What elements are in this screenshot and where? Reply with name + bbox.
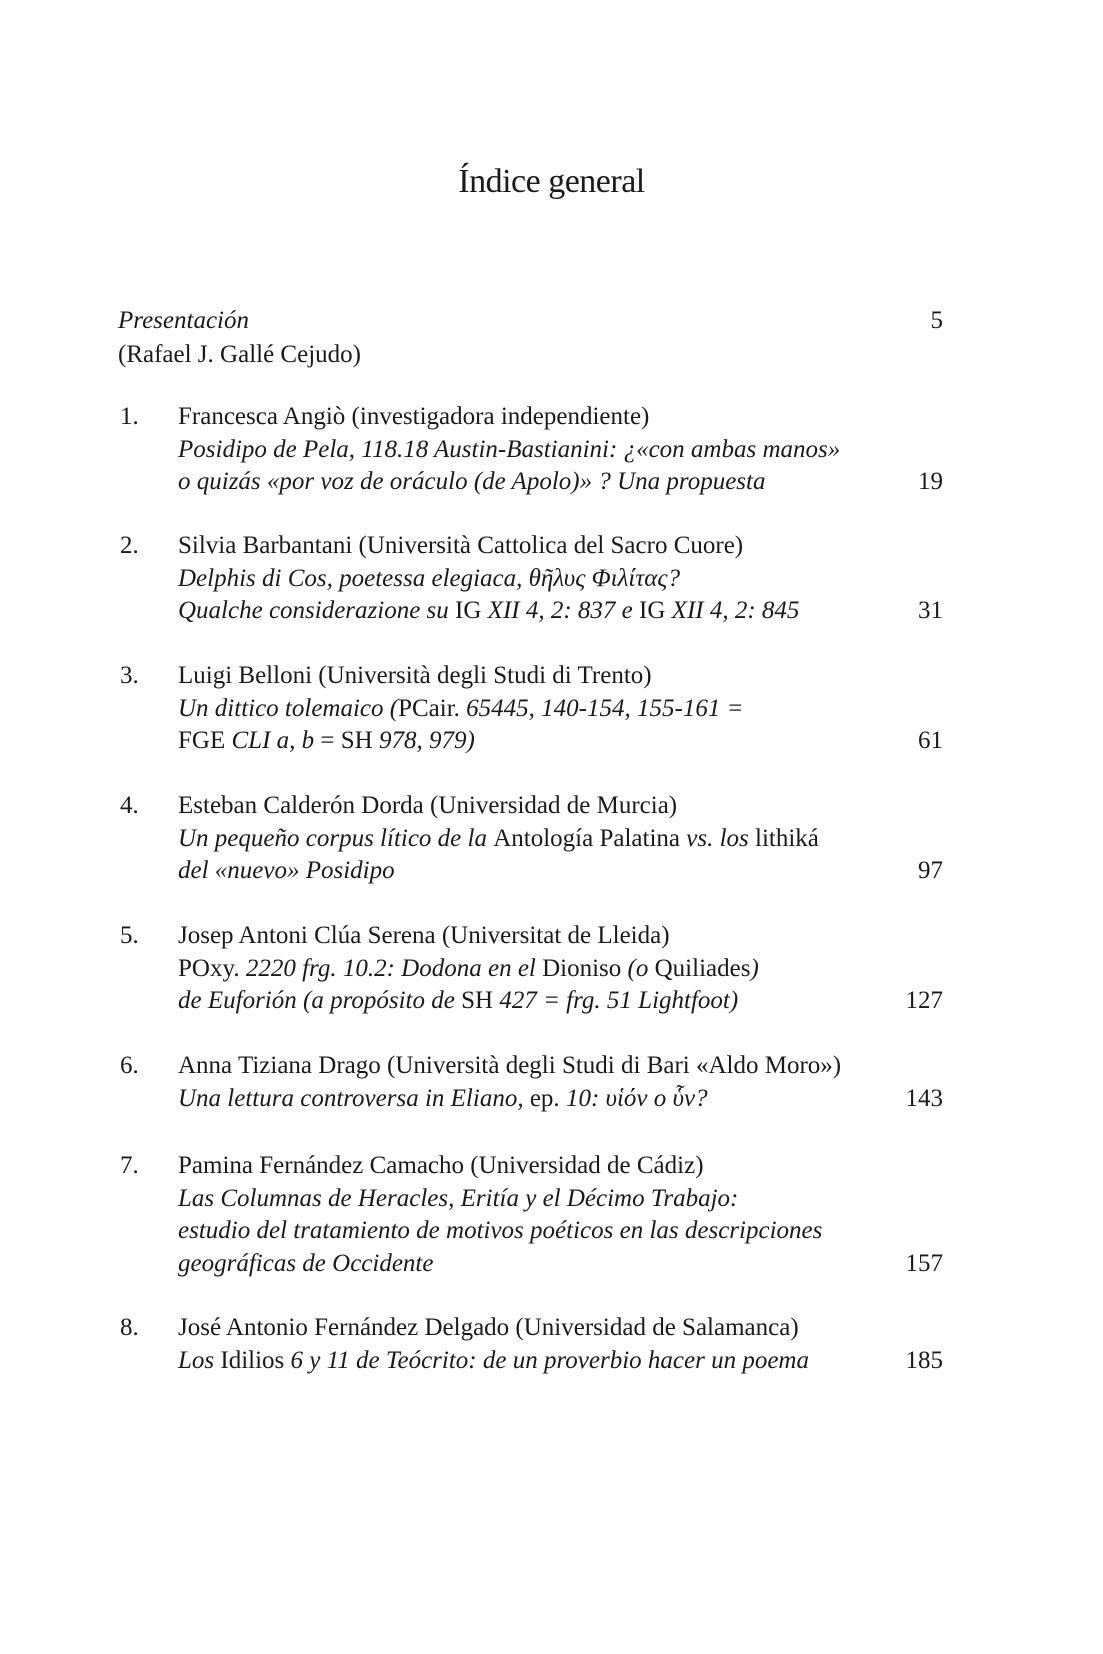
title-segment: Un dittico tolemaico ( [178, 694, 399, 722]
title-segment: estudio del tratamiento de motivos poéticos en las descripciones [178, 1217, 823, 1244]
title-segment: (o [621, 954, 655, 982]
entry-number: 6. [120, 1052, 139, 1079]
title-segment: ) [750, 954, 759, 982]
title-segment: vs. los [680, 824, 756, 852]
page-number: 127 [905, 987, 943, 1014]
entry-title-line [178, 1183, 738, 1216]
title-segment: lithiká [755, 824, 819, 852]
entry-title-line [178, 563, 680, 596]
entry-number: 5. [120, 922, 139, 949]
title-segment: Qualche considerazione su [178, 597, 456, 624]
entry-title-line [178, 693, 743, 726]
presentation-author: (Rafael J. Gallé Cejudo) [118, 341, 361, 368]
title-segment: Una lettura controversa in Eliano, [178, 1084, 530, 1112]
entry-title-line [178, 953, 759, 986]
title-segment: 978, 979) [378, 727, 475, 754]
title-segment: Delphis di Cos, poetessa elegiaca, θῆλυς Φιλίτας? [178, 564, 681, 592]
entry-number: 1. [120, 403, 139, 430]
title-segment: Idilios [220, 1346, 285, 1374]
title-segment: Posidipo de Pela, 118.18 Austin-Bastianini: ¿«con ambas manos» [178, 435, 841, 463]
entry-title-line [178, 855, 395, 888]
title-segment: = SH [314, 727, 379, 754]
title-segment: 65445, 140-154, 155-161 = [459, 694, 744, 722]
page-number: 19 [918, 468, 943, 495]
page-number: 31 [918, 597, 943, 624]
entry-title-line [178, 823, 819, 856]
entry-author: Josep Antoni Clúa Serena (Universitat de Lleida) [178, 922, 670, 949]
title-segment: Un pequeño corpus lítico de la [178, 824, 494, 852]
entry-title-line [178, 985, 738, 1018]
page-number: 185 [905, 1346, 943, 1374]
title-segment: de Euforión (a propósito de [178, 987, 462, 1014]
entry-author: Francesca Angiò (investigadora independiente) [178, 403, 650, 430]
page-number: 157 [905, 1249, 943, 1277]
entry-number: 8. [120, 1314, 139, 1341]
presentation-title: Presentación [118, 307, 249, 334]
title-segment: Las Columnas de Heracles, Eritía y el Décimo Trabajo: [178, 1184, 739, 1212]
entry-title-line [178, 595, 799, 628]
entry-number: 3. [120, 662, 139, 689]
entry-number: 4. [120, 792, 139, 819]
entry-author: José Antonio Fernández Delgado (Universidad de Salamanca) [178, 1314, 799, 1341]
entry-author: Anna Tiziana Drago (Università degli Studi di Bari «Aldo Moro») [178, 1052, 842, 1079]
title-segment: POxy. [178, 954, 240, 982]
entry-title-line [178, 1248, 433, 1281]
title-segment: IG [639, 597, 666, 624]
title-segment: 10: υἱόν o ὗν? [559, 1084, 708, 1112]
title-segment: PCair. [398, 694, 460, 722]
title-segment: SH [461, 987, 494, 1014]
entry-author: Luigi Belloni (Università degli Studi di Trento) [178, 662, 652, 689]
title-segment: Los [178, 1346, 221, 1374]
title-segment: Quiliades [654, 954, 751, 982]
title-segment: CLI a, b [231, 727, 315, 754]
title-segment: ep. [529, 1084, 560, 1112]
entry-author: Silvia Barbantani (Università Cattolica del Sacro Cuore) [178, 532, 744, 559]
title-segment: Dioniso [542, 954, 622, 982]
entry-author: Pamina Fernández Camacho (Universidad de Cádiz) [178, 1152, 704, 1179]
title-segment: o quizás «por voz de oráculo (de Apolo)» ? Una propuesta [178, 468, 766, 495]
page-number: 61 [918, 727, 943, 754]
title-segment: IG [455, 597, 482, 624]
title-segment: XII 4, 2: 837 e [481, 597, 640, 624]
title-segment: 2220 frg. 10.2: Dodona en el [239, 954, 543, 982]
entry-author: Esteban Calderón Dorda (Universidad de Murcia) [178, 792, 678, 819]
entry-title-line [178, 466, 765, 499]
title-segment: 6 y 11 de Teócrito: de un proverbio hacer un poema [284, 1346, 809, 1374]
entry-number: 7. [120, 1152, 139, 1179]
entry-title-line [178, 725, 475, 758]
title-segment: XII 4, 2: 845 [665, 597, 800, 624]
entry-title-line [178, 1083, 708, 1116]
entry-title-line [178, 1215, 822, 1248]
page-number: 97 [918, 857, 943, 884]
title-segment: Antología Palatina [493, 824, 681, 852]
entry-title-line [178, 434, 840, 467]
title-segment: 427 = frg. 51 Lightfoot) [493, 987, 739, 1014]
page-number: 5 [930, 307, 943, 334]
entry-number: 2. [120, 532, 139, 559]
title-segment: del «nuevo» Posidipo [178, 857, 395, 884]
title-segment: geográficas de Occidente [178, 1249, 434, 1277]
entry-title-line [178, 1345, 809, 1378]
title-segment: FGE [178, 727, 232, 754]
page-title: Índice general [458, 163, 645, 200]
page-number: 143 [905, 1084, 943, 1112]
